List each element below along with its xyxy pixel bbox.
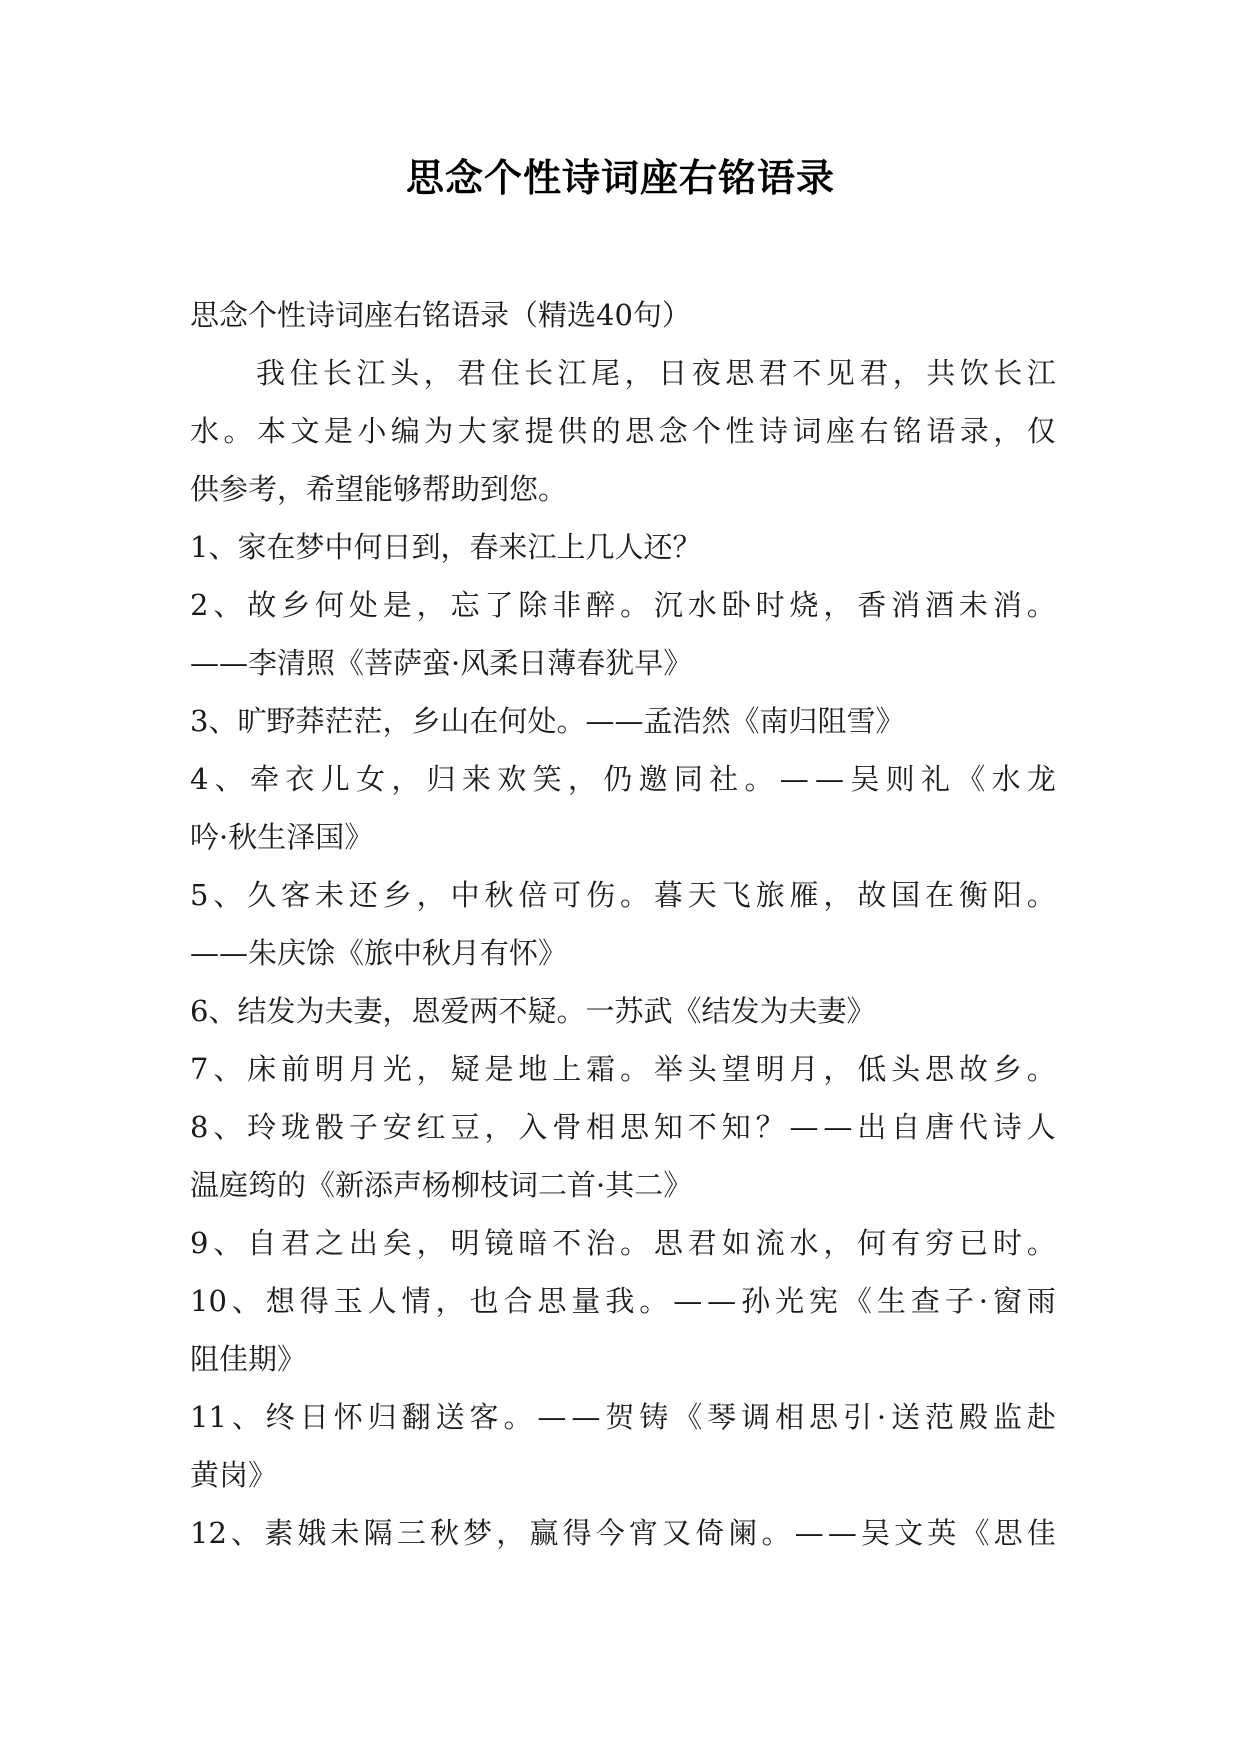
- text-line: 11 、 终 日 怀 归 翻 送 客 。 — — 贺 铸 《 琴 调 相 思 引 · 送 范 殿 监 赴: [190, 1400, 1056, 1434]
- document-body: [190, 286, 1056, 1562]
- text-line: 水 。 本 文 是 小 编 为 大 家 提 供 的 思 念 个 性 诗 词 座 右 铭 语 录 ， 仅: [190, 414, 1056, 448]
- text-line: ——李清照《菩萨蛮·风柔日薄春犹早》: [190, 646, 693, 680]
- text-line: 1、家在梦中何日到，春来江上几人还？: [190, 530, 702, 564]
- text-line: 12 、 素 娥 未 隔 三 秋 梦 ， 赢 得 今 宵 又 倚 阑 。 — — 吴 文 英 《 思 佳: [190, 1516, 1056, 1550]
- text-line: 6、结发为夫妻，恩爱两不疑。一苏武《结发为夫妻》: [190, 994, 876, 1028]
- text-line: 供参考，希望能够帮助到您。: [190, 472, 568, 506]
- text-line: 思念个性诗词座右铭语录（精选40句）: [190, 298, 691, 332]
- text-line: 吟·秋生泽国》: [190, 820, 374, 854]
- text-line: 2 、 故 乡 何 处 是 ， 忘 了 除 非 醉 。 沉 水 卧 时 烧 ， 香 消 酒 未 消 。: [190, 588, 1056, 622]
- text-line: 7 、 床 前 明 月 光 ， 疑 是 地 上 霜 。 举 头 望 明 月 ， 低 头 思 故 乡 。: [190, 1052, 1056, 1086]
- text-line: 温庭筠的《新添声杨柳枝词二首·其二》: [190, 1168, 693, 1202]
- text-line: 5 、 久 客 未 还 乡 ， 中 秋 倍 可 伤 。 暮 天 飞 旅 雁 ， 故 国 在 衡 阳 。: [190, 878, 1056, 912]
- text-line: 8 、 玲 珑 骰 子 安 红 豆 ， 入 骨 相 思 知 不 知 ？ — — 出 自 唐 代 诗 人: [190, 1110, 1056, 1144]
- text-line: 阻佳期》: [190, 1342, 307, 1376]
- text-line: 10 、 想 得 玉 人 情 ， 也 合 思 量 我 。 — — 孙 光 宪 《 生 查 子 · 窗 雨: [190, 1284, 1056, 1318]
- text-line: 黄岗》: [190, 1458, 278, 1492]
- page-title: 思念个性诗词座右铭语录: [405, 155, 835, 200]
- text-line: 我 住 长 江 头 ， 君 住 长 江 尾 ， 日 夜 思 君 不 见 君 ， 共 饮 长 江: [256, 356, 1056, 390]
- text-line: ——朱庆馀《旅中秋月有怀》: [190, 936, 568, 970]
- text-line: 3、旷野莽茫茫，乡山在何处。——孟浩然《南归阻雪》: [190, 704, 905, 738]
- text-line: 4 、 牵 衣 儿 女 ， 归 来 欢 笑 ， 仍 邀 同 社 。 — — 吴 则 礼 《 水 龙: [190, 762, 1056, 796]
- text-line: 9 、 自 君 之 出 矣 ， 明 镜 暗 不 治 。 思 君 如 流 水 ， 何 有 穷 已 时 。: [190, 1226, 1056, 1260]
